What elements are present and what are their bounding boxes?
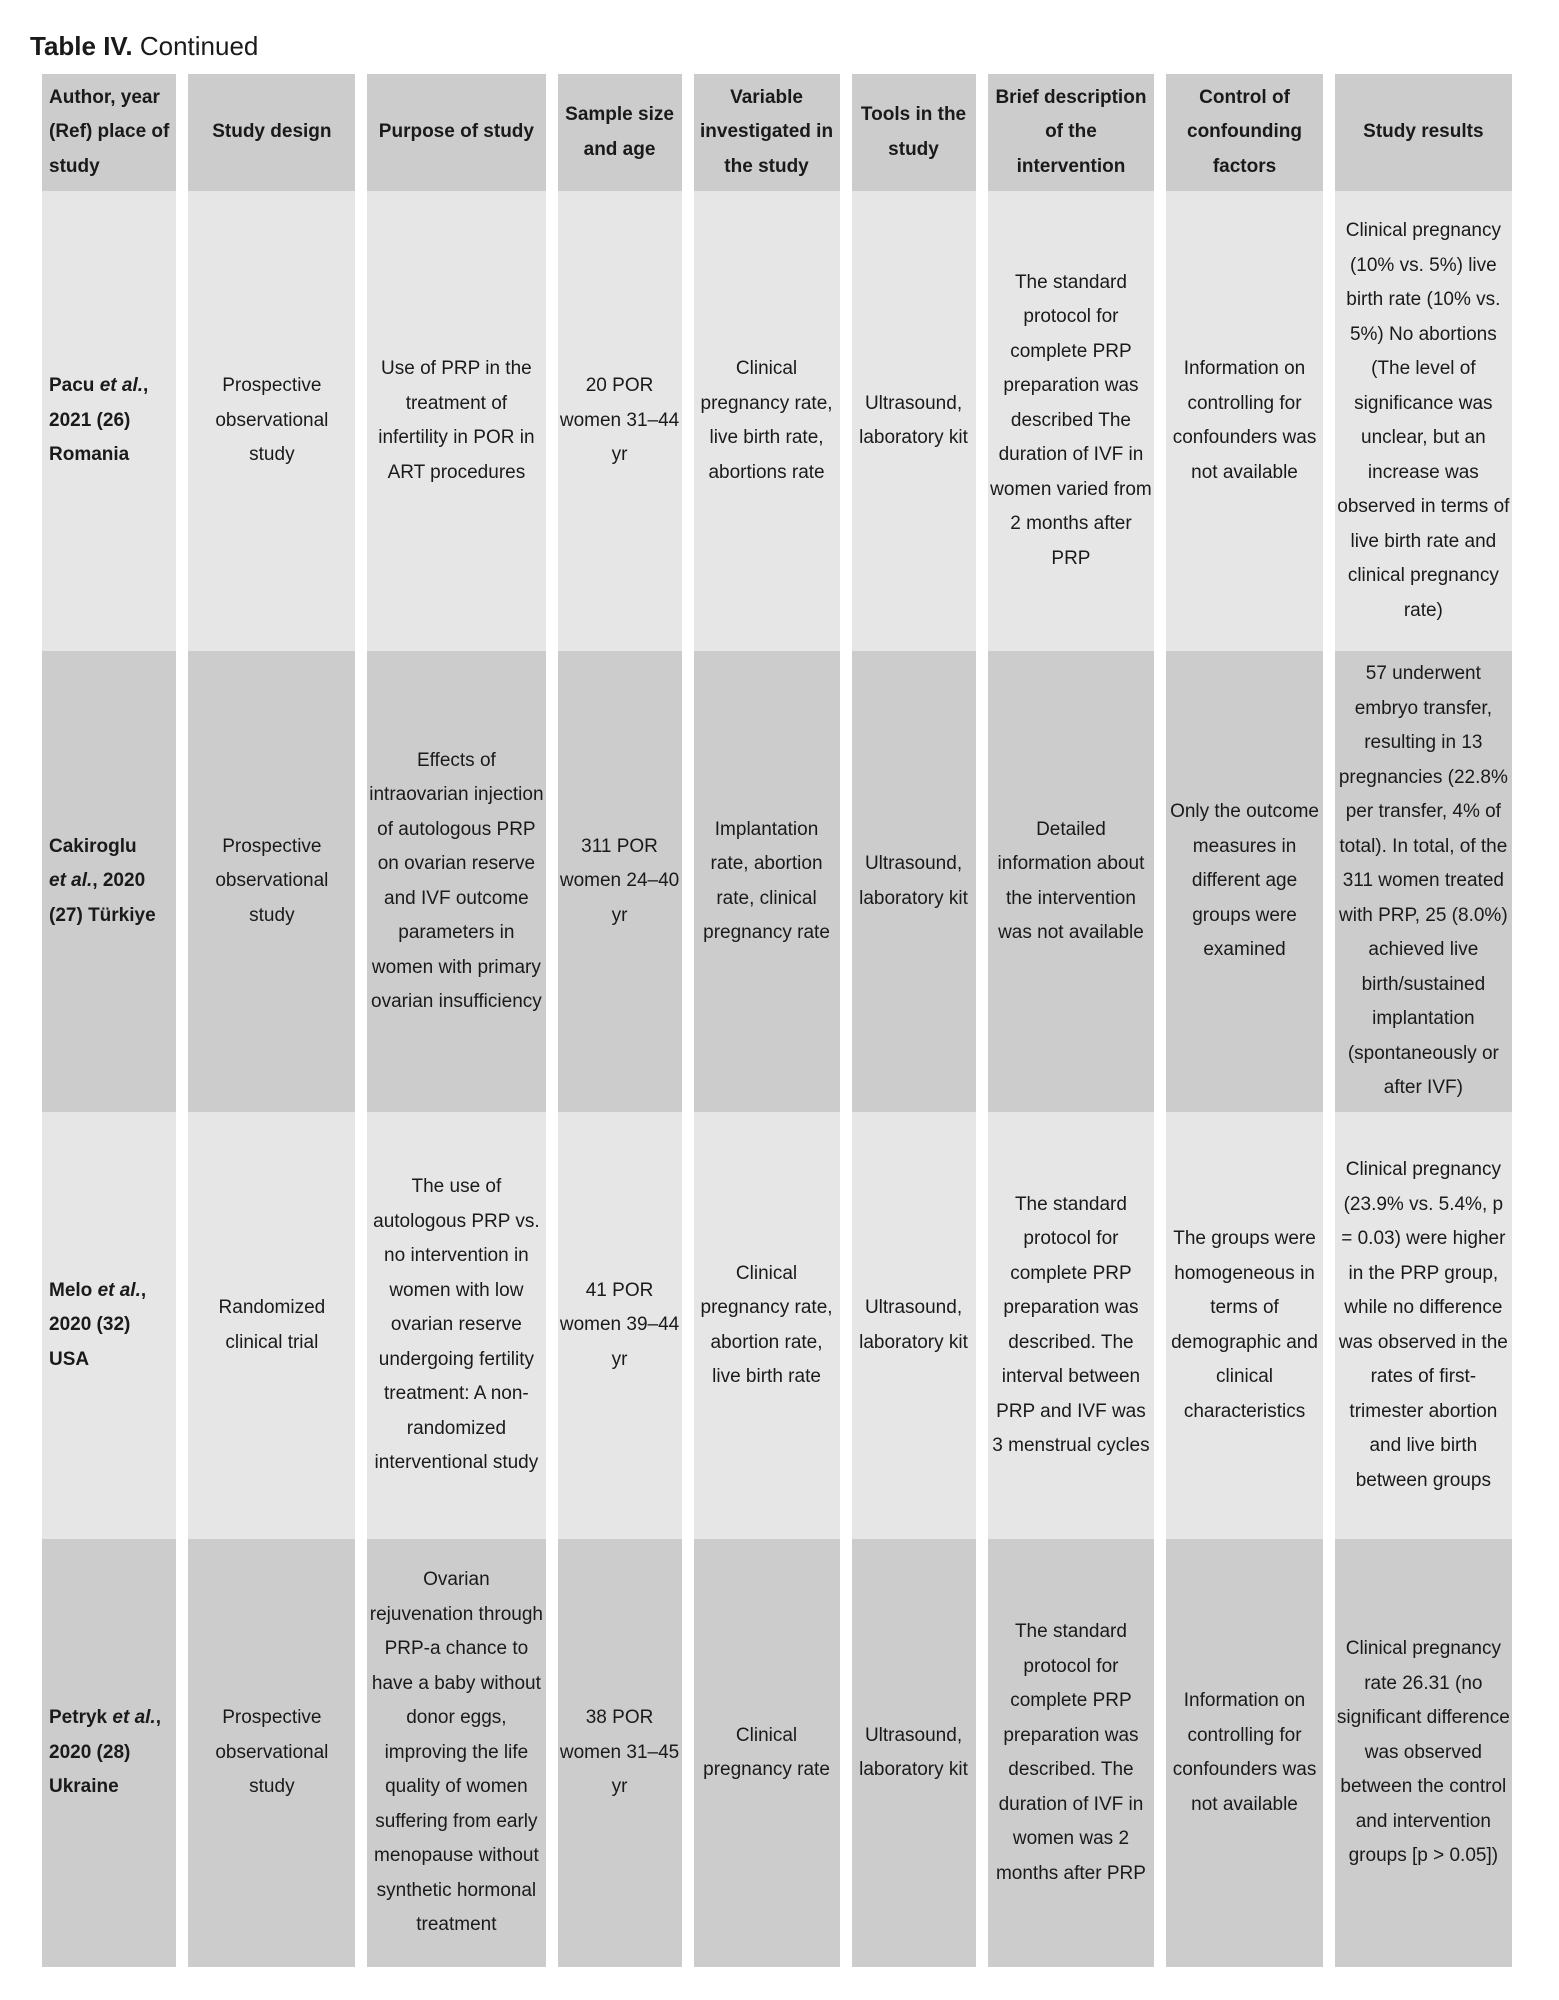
intervention-cell: Detailed information about the intervention was not available	[988, 651, 1155, 1112]
results-cell: Clinical pregnancy (10% vs. 5%) live birth rate (10% vs. 5%) No abortions (The level of significance was unclear, but an increase was observed in terms of live birth rate and clinical pregnancy rate)	[1335, 191, 1512, 651]
author-name: Petryk	[49, 1707, 108, 1729]
sample-cell: 38 POR women 31–45 yr	[558, 1539, 682, 1967]
purpose-cell: Use of PRP in the treatment of infertility in POR in ART procedures	[367, 191, 545, 651]
variable-cell: Clinical pregnancy rate	[694, 1539, 840, 1967]
sample-cell: 20 POR women 31–44 yr	[558, 191, 682, 651]
author-cell	[42, 191, 176, 651]
header-tools: Tools in the study	[852, 74, 976, 191]
table-label: Table IV.	[30, 31, 133, 61]
variable-cell: Clinical pregnancy rate, abortion rate, live birth rate	[694, 1112, 840, 1539]
tools-cell: Ultrasound, laboratory kit	[852, 1539, 976, 1967]
design-cell: Prospective observational study	[188, 651, 355, 1112]
header-results: Study results	[1335, 74, 1512, 191]
author-name: Melo	[49, 1279, 93, 1301]
purpose-cell: Ovarian rejuvenation through PRP-a chance to have a baby without donor eggs, improving the life quality of women suffering from early menopause without synthetic hormonal treatment	[367, 1539, 545, 1967]
header-control: Control of confounding factors	[1166, 74, 1322, 191]
intervention-cell: The standard protocol for complete PRP preparation was described The duration of IVF in women varied from 2 months after PRP	[988, 191, 1155, 651]
author-cell	[42, 1112, 176, 1539]
header-purpose: Purpose of study	[367, 74, 545, 191]
sample-cell: 41 POR women 39–44 yr	[558, 1112, 682, 1539]
author-name: Cakiroglu	[49, 835, 137, 857]
author-rest: , 2020 (32) USA	[49, 1279, 147, 1370]
author-name: Pacu	[49, 375, 95, 397]
author-rest: , 2021 (26) Romania	[49, 375, 149, 466]
purpose-cell: Effects of intraovarian injection of autologous PRP on ovarian reserve and IVF outcome parameters in women with primary ovarian insufficiency	[367, 651, 545, 1112]
variable-cell: Clinical pregnancy rate, live birth rate, abortions rate	[694, 191, 840, 651]
design-cell: Prospective observational study	[188, 191, 355, 651]
results-cell: Clinical pregnancy (23.9% vs. 5.4%, p = 0.03) were higher in the PRP group, while no difference was observed in the rates of first-trimester abortion and live birth between groups	[1335, 1112, 1512, 1539]
table-caption	[30, 30, 258, 62]
et-al: et al.	[112, 1707, 156, 1729]
intervention-cell: The standard protocol for complete PRP preparation was described. The interval between PRP and IVF was 3 menstrual cycles	[988, 1112, 1155, 1539]
sample-cell: 311 POR women 24–40 yr	[558, 651, 682, 1112]
table-row	[42, 191, 1512, 651]
et-al: et al.	[99, 375, 144, 397]
table-row	[42, 1539, 1512, 1967]
table-row	[42, 651, 1512, 1112]
results-cell: Clinical pregnancy rate 26.31 (no significant difference was observed between the control and intervention groups [p > 0.05])	[1335, 1539, 1512, 1967]
control-cell: Information on controlling for confounders was not available	[1166, 191, 1322, 651]
table-caption-text: Continued	[139, 31, 259, 61]
author-cell	[42, 651, 176, 1112]
control-cell: Only the outcome measures in different age groups were examined	[1166, 651, 1322, 1112]
header-row	[42, 74, 1512, 191]
et-al: et al.	[49, 870, 93, 892]
purpose-cell: The use of autologous PRP vs. no intervention in women with low ovarian reserve undergoing fertility treatment: A non-randomized interventional study	[367, 1112, 545, 1539]
header-sample: Sample size and age	[558, 74, 682, 191]
author-rest: , 2020 (28) Ukraine	[49, 1707, 161, 1798]
header-variable: Variable investigated in the study	[694, 74, 840, 191]
author-cell	[42, 1539, 176, 1967]
et-al: et al.	[97, 1279, 141, 1301]
studies-table	[30, 74, 1524, 1967]
design-cell: Prospective observational study	[188, 1539, 355, 1967]
tools-cell: Ultrasound, laboratory kit	[852, 1112, 976, 1539]
intervention-cell: The standard protocol for complete PRP preparation was described. The duration of IVF in women was 2 months after PRP	[988, 1539, 1155, 1967]
header-intervention: Brief description of the intervention	[988, 74, 1155, 191]
table-row	[42, 1112, 1512, 1539]
author-rest: , 2020 (27) Türkiye	[49, 870, 156, 926]
variable-cell: Implantation rate, abortion rate, clinical pregnancy rate	[694, 651, 840, 1112]
tools-cell: Ultrasound, laboratory kit	[852, 191, 976, 651]
header-author: Author, year (Ref) place of study	[42, 74, 176, 191]
tools-cell: Ultrasound, laboratory kit	[852, 651, 976, 1112]
header-study-design: Study design	[188, 74, 355, 191]
results-cell: 57 underwent embryo transfer, resulting in 13 pregnancies (22.8% per transfer, 4% of total). In total, of the 311 women treated with PRP, 25 (8.0%) achieved live birth/sustained implantation (spontaneously or after IVF)	[1335, 651, 1512, 1112]
control-cell: Information on controlling for confounders was not available	[1166, 1539, 1322, 1967]
design-cell: Randomized clinical trial	[188, 1112, 355, 1539]
control-cell: The groups were homogeneous in terms of demographic and clinical characteristics	[1166, 1112, 1322, 1539]
